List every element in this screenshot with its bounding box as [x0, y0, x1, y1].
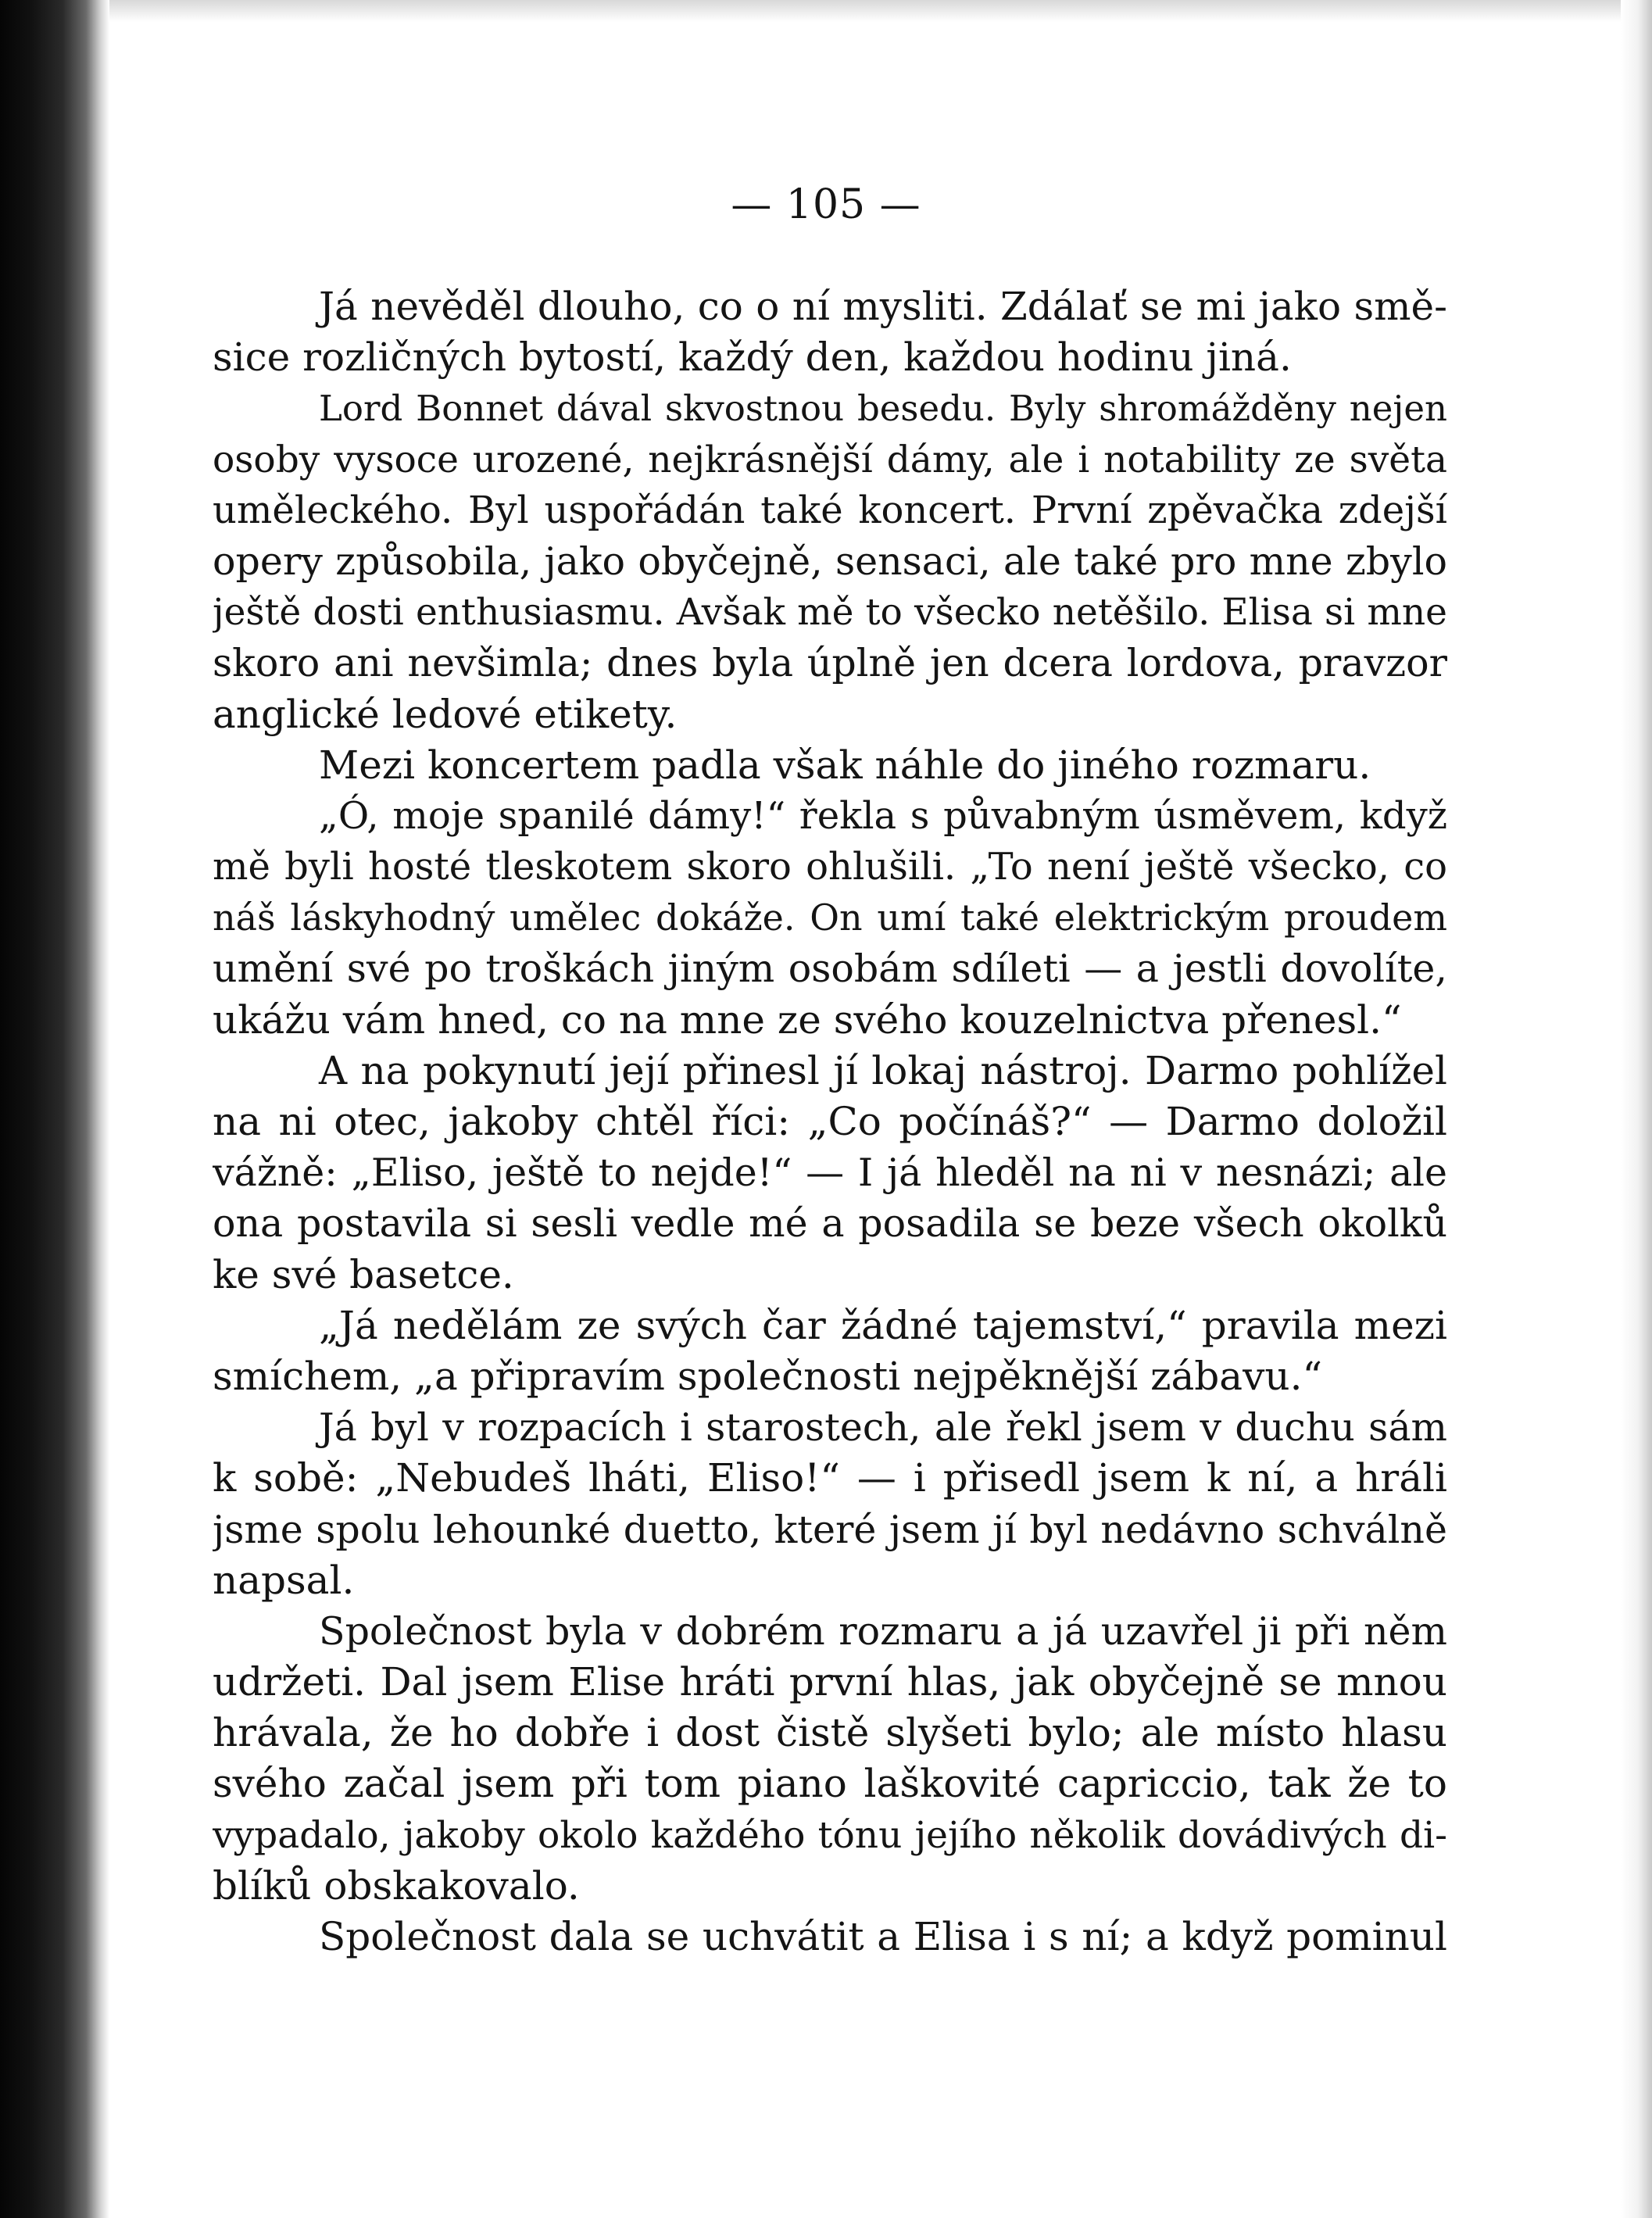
text-line: jsme spolu lehounké duetto, které jsem jí byl nedávno schválně — [213, 1507, 1447, 1552]
text-line: vážně: „Eliso, ještě to nejde!“ — I já hleděl na ni v nesnázi; ale — [213, 1150, 1447, 1196]
text-line: ještě dosti enthusiasmu. Avšak mě to všecko netěšilo. Elisa si mne — [213, 591, 1447, 635]
text-line: „Ó, moje spanilé dámy!“ řekla s půvabným úsměvem, když — [319, 793, 1447, 838]
text-line: Já byl v rozpacích i starostech, ale řekl jsem v duchu sám — [319, 1405, 1447, 1451]
text-line: náš láskyhodný umělec dokáže. On umí také elektrickým proudem — [213, 896, 1447, 939]
text-line: ona postavila si sesli vedle mé a posadila se beze všech okolků — [213, 1201, 1447, 1247]
text-line: sice rozličných bytostí, každý den, každou hodinu jiná. — [213, 334, 1292, 381]
text-line: ke své basetce. — [213, 1251, 514, 1297]
text-line: mě byli hosté tleskotem skoro ohlušili. „To není ještě všecko, co — [213, 845, 1447, 889]
text-line: k sobě: „Nebudeš lháti, Eliso!“ — i přisedl jsem k ní, a hráli — [213, 1455, 1447, 1501]
text-line: Společnost byla v dobrém rozmaru a já uzavřel ji při něm — [319, 1608, 1447, 1654]
text-line: ukážu vám hned, co na mne ze svého kouzelnictva přenesl.“ — [213, 996, 1402, 1043]
text-line: skoro ani nevšimla; dnes byla úplně jen dcera lordova, pravzor — [213, 641, 1447, 686]
text-line: hrávala, že ho dobře i dost čistě slyšeti bylo; ale místo hlasu — [213, 1710, 1447, 1756]
text-line: svého začal jsem při tom piano laškovité capriccio, tak že to — [213, 1761, 1447, 1807]
text-line: umění své po troškách jiným osobám sdíleti — a jestli dovolíte, — [213, 946, 1447, 992]
book-spine-shadow — [0, 0, 109, 2218]
text-line: smíchem, „a připravím společnosti nejpěknější zábavu.“ — [213, 1353, 1323, 1399]
page-top-edge — [0, 0, 1652, 22]
text-line: Lord Bonnet dával skvostnou besedu. Byly shromážděny nejen — [319, 388, 1447, 430]
text-line: udržeti. Dal jsem Elise hráti první hlas, jak obyčejně se mnou — [213, 1659, 1447, 1705]
text-line: uměleckého. Byl uspořádán také koncert. První zpěvačka zdejší — [213, 488, 1447, 532]
text-line: A na pokynutí její přinesl jí lokaj nástroj. Darmo pohlížel — [319, 1047, 1447, 1093]
text-line: anglické ledové etikety. — [213, 691, 678, 737]
text-line: na ni otec, jakoby chtěl říci: „Co počínáš?“ — Darmo doložil — [213, 1099, 1447, 1144]
body-text — [213, 281, 1447, 1962]
text-line: Mezi koncertem padla však náhle do jiného rozmaru. — [319, 742, 1371, 788]
page-number: — 105 — — [731, 181, 921, 228]
text-line: „Já nedělám ze svých čar žádné tajemství,“ pravila mezi — [319, 1302, 1447, 1348]
text-line: Já nevěděl dlouho, co o ní mysliti. Zdálať se mi jako smě- — [319, 284, 1447, 329]
text-line: osoby vysoce urozené, nejkrásnější dámy, ale i notability ze světa — [213, 438, 1447, 481]
text-line: Společnost dala se uchvátit a Elisa i s ní; a když pominul — [319, 1914, 1447, 1959]
text-line: blíků obskakovalo. — [213, 1862, 580, 1909]
page-right-edge — [1621, 0, 1652, 2218]
text-line: vypadalo, jakoby okolo každého tónu jejího několik dovádivých di- — [213, 1813, 1447, 1857]
text-line: opery způsobila, jako obyčejně, sensaci, ale také pro mne zbylo — [213, 538, 1447, 584]
text-line: napsal. — [213, 1557, 355, 1603]
